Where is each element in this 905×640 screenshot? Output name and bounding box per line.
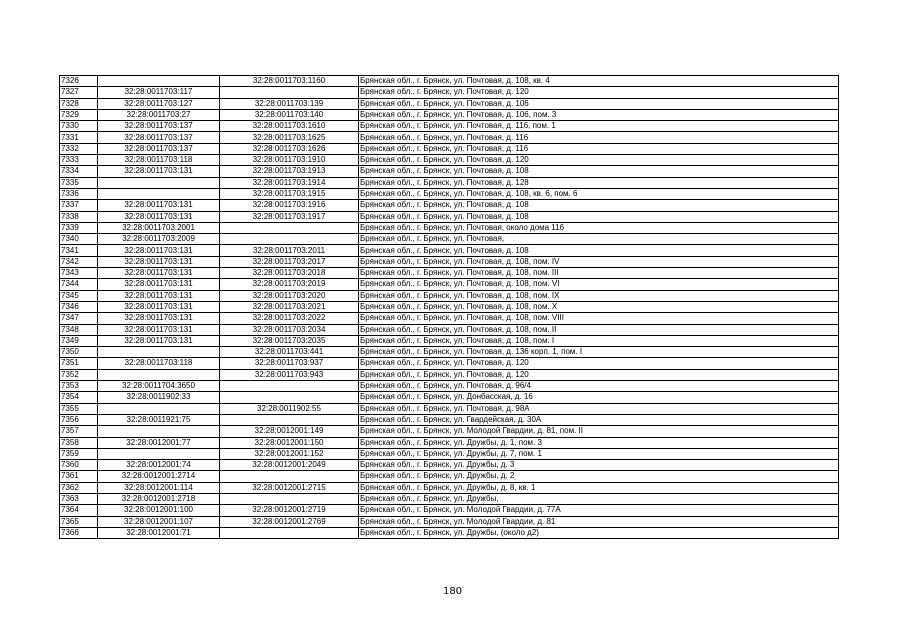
land-cadastral-number-cell: 32:28:0012001:74 [98,460,220,471]
table-body [60,76,839,539]
row-number-cell: 7340 [60,234,98,245]
table-row [60,234,839,245]
table-row [60,245,839,256]
land-cadastral-number-cell: 32:28:0011703:137 [98,132,220,143]
land-cadastral-number-cell [98,177,220,188]
land-cadastral-number-cell: 32:28:0011703:131 [98,268,220,279]
row-number-cell: 7352 [60,369,98,380]
table-row [60,403,839,414]
row-number-cell: 7342 [60,256,98,267]
address-cell: Брянская обл., г. Брянск, ул. Почтовая, д. 128 [359,177,839,188]
row-number-cell: 7366 [60,527,98,538]
land-cadastral-number-cell [98,188,220,199]
address-cell: Брянская обл., г. Брянск, ул. Почтовая, д. 120 [359,358,839,369]
row-number-cell: 7351 [60,358,98,369]
land-cadastral-number-cell: 32:28:0012001:2714 [98,471,220,482]
row-number-cell: 7328 [60,98,98,109]
land-cadastral-number-cell [98,448,220,459]
object-cadastral-number-cell: 32:28:0011703:1910 [220,155,359,166]
object-cadastral-number-cell: 32:28:0011703:1914 [220,177,359,188]
row-number-cell: 7359 [60,448,98,459]
address-cell: Брянская обл., г. Брянск, ул. Почтовая, д. 108, пом. III [359,268,839,279]
row-number-cell: 7346 [60,301,98,312]
object-cadastral-number-cell: 32:28:0011703:1917 [220,211,359,222]
row-number-cell: 7354 [60,392,98,403]
table-row [60,188,839,199]
object-cadastral-number-cell: 32:28:0011703:1913 [220,166,359,177]
address-cell: Брянская обл., г. Брянск, ул. Почтовая, д. 108, кв. 4 [359,76,839,87]
object-cadastral-number-cell: 32:28:0011703:2035 [220,335,359,346]
address-cell: Брянская обл., г. Брянск, ул. Почтовая, д. 108, пом. VI [359,279,839,290]
row-number-cell: 7355 [60,403,98,414]
object-cadastral-number-cell [220,493,359,504]
object-cadastral-number-cell: 32:28:0012001:152 [220,448,359,459]
table-row [60,98,839,109]
address-cell: Брянская обл., г. Брянск, ул. Почтовая, д. 98А [359,403,839,414]
table-row [60,347,839,358]
address-cell: Брянская обл., г. Брянск, ул. Почтовая, д. 108, пом. X [359,301,839,312]
table-row [60,143,839,154]
address-cell: Брянская обл., г. Брянск, ул. Донбасская, д. 16 [359,392,839,403]
object-cadastral-number-cell: 32:28:0012001:2049 [220,460,359,471]
table-row [60,268,839,279]
address-cell: Брянская обл., г. Брянск, ул. Дружбы, [359,493,839,504]
land-cadastral-number-cell: 32:28:0011704:3650 [98,381,220,392]
address-cell: Брянская обл., г. Брянск, ул. Гвардейская, д. 30А [359,414,839,425]
table-row [60,222,839,233]
object-cadastral-number-cell: 32:28:0011703:2034 [220,324,359,335]
object-cadastral-number-cell: 32:28:0011703:943 [220,369,359,380]
land-cadastral-number-cell [98,347,220,358]
address-cell: Брянская обл., г. Брянск, ул. Почтовая, д. 96/4 [359,381,839,392]
row-number-cell: 7363 [60,493,98,504]
row-number-cell: 7362 [60,482,98,493]
object-cadastral-number-cell: 32:28:0011703:140 [220,109,359,120]
object-cadastral-number-cell: 32:28:0012001:149 [220,426,359,437]
row-number-cell: 7329 [60,109,98,120]
row-number-cell: 7338 [60,211,98,222]
table-row [60,279,839,290]
table-row [60,301,839,312]
address-cell: Брянская обл., г. Брянск, ул. Почтовая, д. 116, пом. 1 [359,121,839,132]
row-number-cell: 7336 [60,188,98,199]
row-number-cell: 7365 [60,516,98,527]
land-cadastral-number-cell: 32:28:0011703:131 [98,166,220,177]
object-cadastral-number-cell [220,414,359,425]
address-cell: Брянская обл., г. Брянск, ул. Почтовая, д. 108 [359,245,839,256]
table-row [60,482,839,493]
land-cadastral-number-cell: 32:28:0011703:131 [98,313,220,324]
row-number-cell: 7337 [60,200,98,211]
object-cadastral-number-cell [220,527,359,538]
row-number-cell: 7364 [60,505,98,516]
table-row [60,448,839,459]
table-row [60,109,839,120]
land-cadastral-number-cell: 32:28:0011703:131 [98,290,220,301]
object-cadastral-number-cell: 32:28:0011703:1916 [220,200,359,211]
row-number-cell: 7358 [60,437,98,448]
object-cadastral-number-cell: 32:28:0011703:2017 [220,256,359,267]
cadastral-registry-table [59,75,839,539]
address-cell: Брянская обл., г. Брянск, ул. Почтовая, д. 108 [359,200,839,211]
table-row [60,290,839,301]
address-cell: Брянская обл., г. Брянск, ул. Почтовая, д. 106 [359,98,839,109]
row-number-cell: 7357 [60,426,98,437]
address-cell: Брянская обл., г. Брянск, ул. Молодой Гвардии, д. 81, пом. II [359,426,839,437]
row-number-cell: 7339 [60,222,98,233]
address-cell: Брянская обл., г. Брянск, ул. Почтовая, д. 120 [359,87,839,98]
land-cadastral-number-cell: 32:28:0012001:114 [98,482,220,493]
object-cadastral-number-cell: 32:28:0011703:139 [220,98,359,109]
address-cell: Брянская обл., г. Брянск, ул. Почтовая, около дома 116 [359,222,839,233]
row-number-cell: 7349 [60,335,98,346]
object-cadastral-number-cell [220,87,359,98]
land-cadastral-number-cell: 32:28:0011703:131 [98,211,220,222]
row-number-cell: 7334 [60,166,98,177]
table-row [60,87,839,98]
address-cell: Брянская обл., г. Брянск, ул. Почтовая, д. 106, пом. 3 [359,109,839,120]
row-number-cell: 7347 [60,313,98,324]
land-cadastral-number-cell: 32:28:0011703:2001 [98,222,220,233]
land-cadastral-number-cell: 32:28:0011703:137 [98,143,220,154]
table-row [60,516,839,527]
address-cell: Брянская обл., г. Брянск, ул. Молодой Гвардии, д. 81 [359,516,839,527]
land-cadastral-number-cell [98,369,220,380]
object-cadastral-number-cell: 32:28:0011703:1625 [220,132,359,143]
address-cell: Брянская обл., г. Брянск, ул. Дружбы, д. 2 [359,471,839,482]
object-cadastral-number-cell: 32:28:0011703:1915 [220,188,359,199]
page-number: 180 [442,586,463,597]
table-row [60,121,839,132]
row-number-cell: 7344 [60,279,98,290]
land-cadastral-number-cell: 32:28:0011703:127 [98,98,220,109]
land-cadastral-number-cell: 32:28:0011703:2009 [98,234,220,245]
row-number-cell: 7332 [60,143,98,154]
table-row [60,132,839,143]
row-number-cell: 7331 [60,132,98,143]
address-cell: Брянская обл., г. Брянск, ул. Дружбы, д. 7, пом. 1 [359,448,839,459]
object-cadastral-number-cell [220,471,359,482]
address-cell: Брянская обл., г. Брянск, ул. Почтовая, д. 108, пом. I [359,335,839,346]
address-cell: Брянская обл., г. Брянск, ул. Почтовая, д. 116 [359,143,839,154]
table-row [60,256,839,267]
land-cadastral-number-cell: 32:28:0012001:100 [98,505,220,516]
land-cadastral-number-cell: 32:28:0011703:131 [98,279,220,290]
land-cadastral-number-cell [98,426,220,437]
table-row [60,460,839,471]
table-row [60,381,839,392]
land-cadastral-number-cell: 32:28:0012001:71 [98,527,220,538]
land-cadastral-number-cell: 32:28:0011703:131 [98,335,220,346]
address-cell: Брянская обл., г. Брянск, ул. Почтовая, д. 108, пом. IX [359,290,839,301]
object-cadastral-number-cell [220,381,359,392]
row-number-cell: 7348 [60,324,98,335]
table-row [60,166,839,177]
table-row [60,414,839,425]
address-cell: Брянская обл., г. Брянск, ул. Почтовая, д. 120 [359,369,839,380]
object-cadastral-number-cell: 32:28:0011703:2011 [220,245,359,256]
object-cadastral-number-cell: 32:28:0011703:2018 [220,268,359,279]
table-row [60,358,839,369]
address-cell: Брянская обл., г. Брянск, ул. Почтовая, д. 136 корп. 1, пом. I [359,347,839,358]
row-number-cell: 7345 [60,290,98,301]
land-cadastral-number-cell [98,403,220,414]
row-number-cell: 7360 [60,460,98,471]
address-cell: Брянская обл., г. Брянск, ул. Почтовая, д. 116 [359,132,839,143]
land-cadastral-number-cell: 32:28:0012001:77 [98,437,220,448]
land-cadastral-number-cell: 32:28:0011703:27 [98,109,220,120]
table-row [60,76,839,87]
land-cadastral-number-cell: 32:28:0011902:33 [98,392,220,403]
table-row [60,426,839,437]
land-cadastral-number-cell: 32:28:0011703:118 [98,358,220,369]
table-row [60,324,839,335]
object-cadastral-number-cell: 32:28:0011703:2021 [220,301,359,312]
address-cell: Брянская обл., г. Брянск, ул. Почтовая, д. 108 [359,166,839,177]
object-cadastral-number-cell: 32:28:0012001:2769 [220,516,359,527]
object-cadastral-number-cell: 32:28:0012001:2715 [220,482,359,493]
address-cell: Брянская обл., г. Брянск, ул. Почтовая, д. 108, пом. II [359,324,839,335]
land-cadastral-number-cell: 32:28:0011703:117 [98,87,220,98]
table-row [60,335,839,346]
row-number-cell: 7343 [60,268,98,279]
address-cell: Брянская обл., г. Брянск, ул. Почтовая, д. 108, пом. IV [359,256,839,267]
object-cadastral-number-cell: 32:28:0011703:2022 [220,313,359,324]
row-number-cell: 7341 [60,245,98,256]
table-row [60,369,839,380]
table-row [60,527,839,538]
object-cadastral-number-cell: 32:28:0011703:2020 [220,290,359,301]
row-number-cell: 7330 [60,121,98,132]
table-row [60,211,839,222]
object-cadastral-number-cell: 32:28:0011902:55 [220,403,359,414]
address-cell: Брянская обл., г. Брянск, ул. Почтовая, д. 108, кв. 6, пом. 6 [359,188,839,199]
object-cadastral-number-cell: 32:28:0011703:441 [220,347,359,358]
address-cell: Брянская обл., г. Брянск, ул. Почтовая, д. 108 [359,211,839,222]
table-row [60,200,839,211]
land-cadastral-number-cell: 32:28:0011703:131 [98,301,220,312]
land-cadastral-number-cell: 32:28:0012001:2718 [98,493,220,504]
land-cadastral-number-cell: 32:28:0011703:131 [98,200,220,211]
object-cadastral-number-cell: 32:28:0011703:1626 [220,143,359,154]
land-cadastral-number-cell: 32:28:0011703:137 [98,121,220,132]
table-row [60,313,839,324]
address-cell: Брянская обл., г. Брянск, ул. Дружбы, д. 8, кв. 1 [359,482,839,493]
table-row [60,437,839,448]
table-row [60,392,839,403]
land-cadastral-number-cell: 32:28:0011703:131 [98,256,220,267]
row-number-cell: 7335 [60,177,98,188]
address-cell: Брянская обл., г. Брянск, ул. Дружбы, д. 1, пом. 3 [359,437,839,448]
land-cadastral-number-cell [98,76,220,87]
table-row [60,155,839,166]
object-cadastral-number-cell [220,234,359,245]
table-row [60,505,839,516]
object-cadastral-number-cell [220,222,359,233]
row-number-cell: 7333 [60,155,98,166]
table-row [60,493,839,504]
object-cadastral-number-cell: 32:28:0011703:1160 [220,76,359,87]
row-number-cell: 7327 [60,87,98,98]
row-number-cell: 7326 [60,76,98,87]
object-cadastral-number-cell: 32:28:0011703:1610 [220,121,359,132]
row-number-cell: 7350 [60,347,98,358]
land-cadastral-number-cell: 32:28:0012001:107 [98,516,220,527]
address-cell: Брянская обл., г. Брянск, ул. Почтовая, [359,234,839,245]
land-cadastral-number-cell: 32:28:0011703:131 [98,245,220,256]
address-cell: Брянская обл., г. Брянск, ул. Почтовая, д. 108, пом. VIII [359,313,839,324]
address-cell: Брянская обл., г. Брянск, ул. Почтовая, д. 120 [359,155,839,166]
land-cadastral-number-cell: 32:28:0011703:118 [98,155,220,166]
table-row [60,471,839,482]
address-cell: Брянская обл., г. Брянск, ул. Молодой Гвардии, д. 77А [359,505,839,516]
table-row [60,177,839,188]
object-cadastral-number-cell: 32:28:0011703:937 [220,358,359,369]
address-cell: Брянская обл., г. Брянск, ул. Дружбы, (около д2) [359,527,839,538]
address-cell: Брянская обл., г. Брянск, ул. Дружбы, д. 3 [359,460,839,471]
land-cadastral-number-cell: 32:28:0011703:131 [98,324,220,335]
object-cadastral-number-cell: 32:28:0012001:2719 [220,505,359,516]
row-number-cell: 7356 [60,414,98,425]
object-cadastral-number-cell [220,392,359,403]
object-cadastral-number-cell: 32:28:0012001:150 [220,437,359,448]
land-cadastral-number-cell: 32:28:0011921:75 [98,414,220,425]
row-number-cell: 7353 [60,381,98,392]
object-cadastral-number-cell: 32:28:0011703:2019 [220,279,359,290]
row-number-cell: 7361 [60,471,98,482]
